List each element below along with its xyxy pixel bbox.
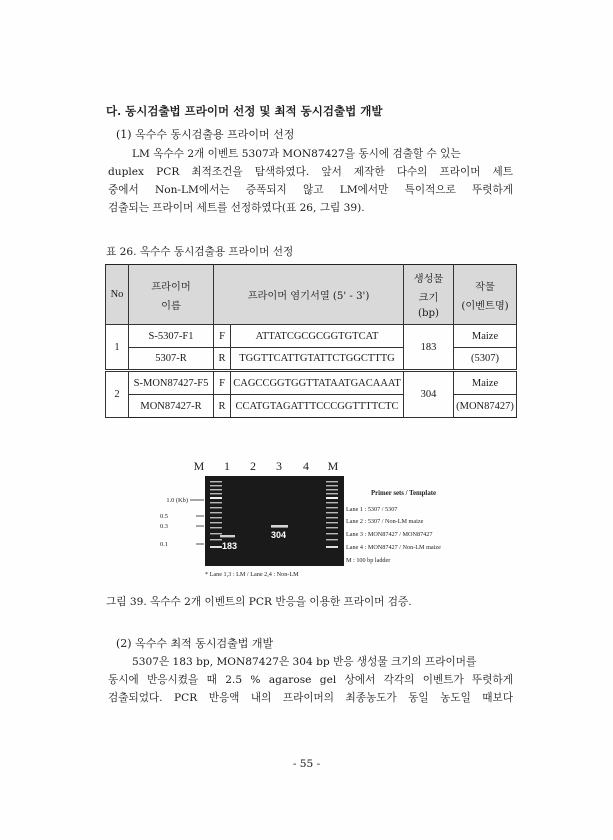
lane-header: M (327, 459, 339, 473)
product-size: 183 (404, 325, 454, 371)
paragraph-line: 5307은 183 bp, MON87427은 304 bp 반응 생성물 크기의 프라이머를 (132, 656, 477, 668)
row-no: 2 (106, 371, 129, 418)
paragraph-line: 검출되었다. PCR 반응액 내의 프라이머의 최종농도가 동일 농도일 때보다 (108, 692, 513, 704)
subsection-title-1: (1) 옥수수 동시검출용 프라이머 선정 (116, 128, 295, 141)
header-primer-name: 프라이머 이름 (129, 265, 214, 325)
legend-item: Lane 4 : MON87427 / Non-LM maize (346, 544, 441, 551)
size-marker: 0.1 (160, 541, 168, 548)
primer-direction: F (214, 371, 231, 395)
crop: Maize (454, 371, 517, 395)
table-row (106, 395, 517, 418)
band-lane-1 (220, 535, 235, 537)
band-lane-3 (271, 525, 288, 528)
gel-image (205, 476, 344, 566)
lane-header: 1 (224, 459, 230, 473)
page-number: - 55 - (292, 758, 321, 770)
paragraph-line: 중에서 Non-LM에서는 증폭되지 않고 LM에서만 특이적으로 뚜렷하게 (108, 184, 513, 196)
header-product-size: 생성물 크기 (bp) (404, 265, 454, 325)
lane-header: 2 (250, 459, 256, 473)
paragraph-line: LM 옥수수 2개 이벤트 5307과 MON87427을 동시에 검출할 수 있는 (132, 148, 461, 160)
size-marker: 1.0 (Kb) (166, 497, 188, 504)
table-caption: 표 26. 옥수수 동시검출용 프라이머 선정 (106, 246, 294, 258)
primer-name: MON87427-R (129, 395, 214, 418)
size-marker: 0.3 (160, 523, 168, 530)
primer-sequence: CCATGTAGATTTCCCGGTTTTCTC (231, 395, 404, 418)
primer-name: S-5307-F1 (129, 325, 214, 348)
header-crop: 작물 (이벤트명) (454, 265, 517, 325)
table-header-row (106, 265, 517, 325)
crop: Maize (454, 325, 517, 348)
legend-item: Lane 3 : MON87427 / MON87427 (346, 531, 433, 538)
paragraph-line: duplex PCR 최적조건을 탐색하였다. 앞서 제작한 다수의 프라이머 세트 (108, 166, 513, 178)
primer-sequence: TGGTTCATTGTATTCTGGCTTTG (231, 348, 404, 371)
event-name: (MON87427) (454, 395, 517, 418)
primer-sequence: CAGCCGGTGGTTATAATGACAAAT (231, 371, 404, 395)
event-name: (5307) (454, 348, 517, 371)
lane-header: 4 (303, 459, 309, 473)
lane-header: M (193, 459, 205, 473)
figure-footnote: * Lane 1,3 : LM / Lane 2,4 : Non-LM (205, 571, 299, 578)
legend-item: Lane 1 : 5307 / 5307 (346, 506, 398, 513)
subsection-title-2: (2) 옥수수 최적 동시검출법 개발 (116, 637, 274, 650)
primer-direction: F (214, 325, 231, 348)
primer-name: S-MON87427-F5 (129, 371, 214, 395)
primer-direction: R (214, 395, 231, 418)
figure-caption: 그림 39. 옥수수 2개 이벤트의 PCR 반응을 이용한 프라이머 검증. (106, 596, 412, 608)
primer-table (105, 264, 517, 418)
lane-header: 3 (276, 459, 282, 473)
table-row (106, 325, 517, 348)
band-label: 183 (222, 541, 238, 551)
primer-direction: R (214, 348, 231, 371)
table-row (106, 371, 517, 395)
header-no: No (106, 265, 129, 325)
primer-name: 5307-R (129, 348, 214, 371)
paragraph-line: 검출되는 프라이머 세트를 선정하였다(표 26, 그림 39). (108, 202, 365, 214)
legend-item: M : 100 bp ladder (346, 557, 391, 564)
gel-electrophoresis-figure (160, 455, 453, 579)
row-no: 1 (106, 325, 129, 371)
band-label: 304 (271, 530, 287, 540)
product-size: 304 (404, 371, 454, 418)
primer-sequence: ATTATCGCGCGGTGTCAT (231, 325, 404, 348)
legend-title: Primer sets / Template (371, 490, 436, 497)
legend-item: Lane 2 : 5307 / Non-LM maize (346, 518, 424, 525)
header-sequence: 프라이머 염기서열 (5' - 3') (214, 265, 404, 325)
paragraph-line: 동시에 반응시켰을 때 2.5 % agarose gel 상에서 각각의 이벤트가 뚜렷하게 (108, 674, 513, 686)
table-row (106, 348, 517, 371)
section-heading: 다. 동시검출법 프라이머 선정 및 최적 동시검출법 개발 (106, 104, 383, 118)
size-marker: 0.5 (160, 513, 168, 520)
